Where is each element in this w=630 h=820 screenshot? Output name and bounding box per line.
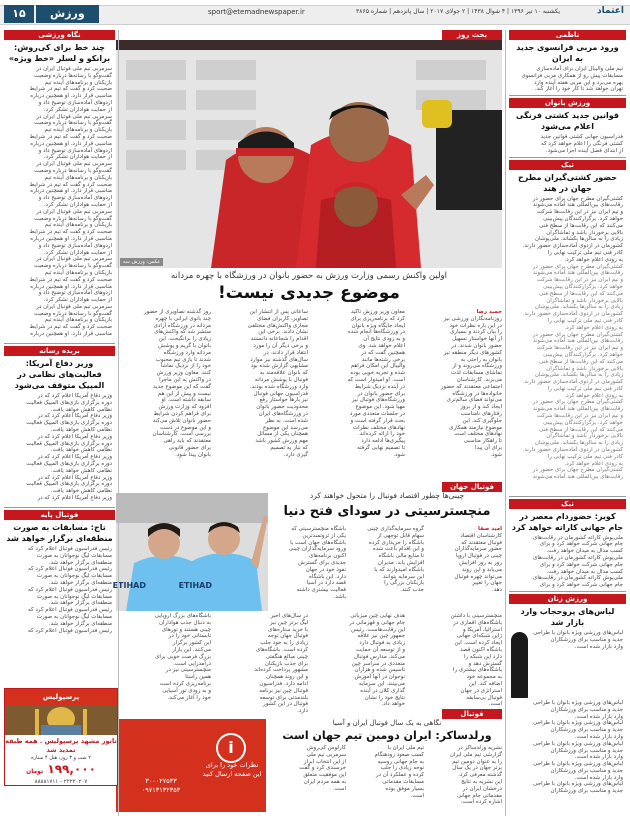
photo-caption: عکس: ورزش سه [120, 258, 163, 266]
article-column: هدف نهایی چین میزبانی جام جهانی و قهرمانی در این رقابت‌هاست. رئیس جمهور چین نیز علاقه زیادی به فوتبال دارد و از توسعه آن حمایت می‌کند. مدارس فوتبال متعددی در سراسر چین تاسیس شده و هزاران نوجوان در آنها آموزش می‌بینند. این سرمایه گذاری کلان در آینده نتایج خود را نشان خواهد داد. [349, 613, 405, 708]
article-column: تیم ملی ایران با کسب صعود زودهنگام به جام جهانی روسیه توجه زیادی را جلب کرده و عملکرد آن در مسابقات مقدماتی بسیار موفق بوده است. [374, 745, 424, 799]
article-column: منچسترسیتی با داشتن باشگاه‌های اقماری در استرالیا، آمریکا و ژاپن شبکه‌ای جهانی ایجاد کرده است. این باشگاه اکنون قصد دارد این شبکه را گسترش دهد و باشگاه‌های بیشتری را به مجموعه خود اضافه کند. این استراتژی در جهان فوتبال بی‌سابقه است. [450, 613, 502, 708]
headline: لباس‌های پروحجاب وارد بازار شد [520, 606, 615, 627]
bottom-band [116, 710, 502, 814]
section-title: ورزش [36, 5, 99, 23]
article-column: امید صفا کارشناسان اقتصاد فوتبال معتقدند که حضور سرمایه‌گذاران چینی در فوتبال اروپا روز به روز افزایش می‌یابد و این روند می‌تواند چهره فوتبال جهان را تغییر دهد. [454, 526, 502, 594]
headline: چند خط برای کی‌روش: برانکو و لسلر «خط ویژه» [8, 43, 111, 63]
portrait-photo [511, 632, 528, 698]
bottom-kicker: نگاهی به یک سال فوتبال ایران و آسیا [332, 719, 442, 727]
portrait-row [509, 630, 626, 700]
divider [4, 343, 115, 344]
stadium-fans-illustration [116, 40, 502, 268]
main-headline: موضوع جدیدی نیست! [218, 283, 400, 303]
tag-section: فوتبال [442, 709, 502, 719]
tag-news: ناظمی [509, 30, 626, 40]
page-number: ۱۵ [4, 5, 34, 23]
article-text: تیم ملی والیبال ایران برای آماده‌سازی مسابقات پیش رو از همکاری مربی فرانسوی بهره می‌برد و این مربی هفته آینده وارد تهران خواهد شد تا کار خود را آغاز کند. [521, 66, 623, 93]
svg-text:ETIHAD: ETIHAD [178, 581, 212, 590]
dateline: یکشنبه ۱۰ تیر ۱۳۹۶ | ۴ شوال ۱۴۳۸ | ۲ جولای ۲۰۱۷ | سال پانزدهم | شماره ۳۸۶۵ [356, 8, 560, 15]
article-text: سرمربی تیم ملی فوتبال ایران در گفت‌وگو با رسانه‌ها درباره وضعیت بازیکنان و برنامه‌های آینده تیم صحبت کرد و گفت که تیم در شرایط مناسبی قرار دارد. او همچنین درباره اردوهای آماده‌سازی توضیح داد و از حمایت هواداران تشکر کرد. سرمربی تیم ملی فوتبال ایران در گفت‌وگو با رسانه‌ها درباره وضعیت بازیکنان و برنامه‌های آینده تیم صحبت کرد و گفت که تیم در شرایط مناسبی قرار دارد. او همچنین درباره اردوهای آماده‌سازی توضیح داد و از حمایت هواداران تشکر کرد. سرمربی تیم ملی فوتبال ایران در گفت‌وگو با رسانه‌ها درباره وضعیت بازیکنان و برنامه‌های آینده تیم صحبت کرد و گفت که تیم در شرایط مناسبی قرار دارد. او همچنین درباره اردوهای آماده‌سازی توضیح داد و از حمایت هواداران تشکر کرد. سرمربی تیم ملی فوتبال ایران در گفت‌وگو با رسانه‌ها درباره وضعیت بازیکنان و برنامه‌های آینده تیم صحبت کرد و گفت که تیم در شرایط مناسبی قرار دارد. او همچنین درباره اردوهای آماده‌سازی توضیح داد و از حمایت هواداران تشکر کرد. سرمربی تیم ملی فوتبال ایران در گفت‌وگو با رسانه‌ها درباره وضعیت بازیکنان و برنامه‌های آینده تیم صحبت کرد و گفت که تیم در شرایط مناسبی قرار دارد. او همچنین درباره اردوهای آماده‌سازی توضیح داد و از حمایت هواداران تشکر کرد. سرمربی تیم ملی فوتبال ایران در گفت‌وگو با رسانه‌ها درباره وضعیت بازیکنان و برنامه‌های آینده تیم صحبت کرد و گفت که تیم در شرایط مناسبی قرار دارد. او همچنین درباره [29, 66, 112, 338]
main-kicker: اولین واکنش رسمی وزارت ورزش به حضور بانوان در ورزشگاه با چهره مردانه [170, 271, 448, 281]
fans-photo [112, 493, 268, 611]
ad-subtitle: ۲ شب و ۳ روز، هتل ۴ ستاره [31, 755, 91, 761]
second-headline: منچسترسیتی در سودای فتح دنیا [283, 504, 491, 519]
article-filler: کشتی‌گیران مطرح جهان برای حضور در رقابت‌های بین‌المللی هند آماده می‌شوند و تیم ایران نیز در این رقابت‌ها شرکت خواهد کرد. برگزارکنندگان پیش‌بینی می‌کنند که این رقابت‌ها از سطح فنی بالایی برخوردار باشد و تماشاگران زیادی را به سالن‌ها بکشاند. ملی‌پوشان کشورمان در اردوی آماده‌سازی حضور دارند. کادر فنی تیم ملی ترکیب نهایی را به زودی اعلام خواهد کرد. کشتی‌گیران مطرح جهان برای حضور در رقابت‌های بین‌المللی هند آماده می‌شوند و تیم ایران نیز در این رقابت‌ها شرکت خواهد کرد. برگزارکنندگان پیش‌بینی می‌کنند که این رقابت‌ها از سطح فنی بالایی برخوردار باشد و تماشاگران زیادی را به سالن‌ها بکشاند. ملی‌پوشان کشورمان در اردوی آماده‌سازی حضور دارند. کادر فنی تیم ملی ترکیب نهایی را به زودی اعلام خواهد کرد. کشتی‌گیران مطرح جهان برای حضور در رقابت‌های بین‌المللی هند آماده می‌شوند و تیم ایران نیز در این رقابت‌ها شرکت خواهد کرد. برگزارکنندگان پیش‌بینی می‌کنند که این رقابت‌ها از سطح فنی بالایی برخوردار باشد و تماشاگران زیادی را به سالن‌ها بکشاند. ملی‌پوشان کشورمان در اردوی آماده‌سازی حضور دارند. کادر فنی تیم ملی ترکیب نهایی را به زودی اعلام خواهد کرد. کشتی‌گیران مطرح جهان برای حضور در رقابت‌های بین‌المللی هند آماده می‌شوند [522, 263, 623, 481]
feedback-phones[interactable]: ۳۰۰۰۲۷۵۳۳ ۰۹۷۱۳۱۳۲۳۵۳ [141, 777, 181, 794]
tag-section: تیک [509, 499, 626, 509]
headline: حضور کشتی‌گیران مطرح جهان در هند [518, 172, 617, 193]
headline: ورود مربی فرانسوی جدید به ایران [516, 43, 619, 63]
divider [509, 496, 626, 497]
divider [509, 591, 626, 592]
main-photo [116, 40, 502, 268]
headline: کویر: حضوردام معصر در جام جهانی کاراته خواهد کرد [511, 511, 624, 532]
shrine-photo [5, 705, 117, 735]
article-column: حمید رضا روزنامه‌نگاران ورزشی نیز در این باره نظرات خود را بیان کردند و بسیاری از آنها خواستار تسهیل حضور بانوان شدند. در کشورهای دیگر منطقه نیز بانوان به راحتی به ورزشگاه می‌روند و از تماشای مسابقات لذت می‌برند. کارشناسان اجتماعی معتقدند که حضور خانواده‌ها در ورزشگاه می‌تواند فضای سالم‌تری ایجاد کند و از بروز رفتارهای نامناسب جلوگیری کند. این موضوع نیازمند همکاری نهادهای مختلف است تا راهکار مناسبی برای آن پیدا شود. [440, 309, 502, 458]
article-text: وزیر دفاع آمریکا اعلام کرد که در دوره برگزاری بازی‌های المپیک فعالیت نظامی کاهش خواهد یافت. وزیر دفاع آمریکا اعلام کرد که در دوره برگزاری بازی‌های المپیک فعالیت نظامی کاهش خواهد یافت. وزیر دفاع آمریکا اعلام کرد که در دوره برگزاری بازی‌های المپیک فعالیت نظامی کاهش خواهد یافت. وزیر دفاع آمریکا اعلام کرد که در دوره برگزاری بازی‌های المپیک فعالیت نظامی کاهش خواهد یافت. وزیر دفاع آمریکا اعلام کرد که در دوره برگزاری بازی‌های المپیک فعالیت نظامی کاهش خواهد یافت. وزیر دفاع آمریکا اعلام کرد که در [26, 393, 112, 501]
tag-section: نگاه ورزشی [4, 30, 115, 40]
ad-phone[interactable]: ۸۸۸۸۱۷۱۱ - ۲۲۲۲۰۲۰۷ [34, 779, 88, 785]
headline: تاج: مسابقات به صورت منطقه‌ای برگزار خواهد شد [6, 523, 113, 543]
headline: وزیر دفاع آمریکا: فعالیت‌های نظامی در المپیک متوقف می‌شود [14, 359, 105, 390]
tag-section: ورزش بانوان [509, 98, 626, 108]
right-column [505, 30, 626, 816]
third-article-body [116, 613, 502, 717]
feedback-box [116, 719, 266, 812]
bottom-article-body [272, 745, 502, 814]
article-text: فدراسیون جهانی کشتی قوانین جدید کشتی فرنگی را اعلام خواهد کرد که از ابتدای فصل آینده اجرا می‌شود. [540, 134, 623, 154]
tag-section: تیک [509, 160, 626, 170]
article-column: معاون وزیر ورزش تاکید کرد که برنامه‌ریزی برای ایجاد جایگاه ویژه بانوان در ورزشگاه‌ها انجام شده و به زودی نتایج آن اعلام خواهد شد. وی همچنین گفت که در برخی رشته‌ها مانند والیبال این امکان فراهم شده و تجربه خوبی بوده است. او امیدوار است که در آینده نزدیک شرایط برای حضور بانوان در ورزشگاه‌های فوتبال نیز مهیا شود. این موضوع در جلسات متعددی مورد بحث قرار گرفته است و نهادهای مختلف نظرات خود را ارائه کرده‌اند. پیگیری‌ها ادامه دارد تا تصمیم نهایی گرفته شود. [347, 309, 405, 458]
article-column: ساعاتی پس از انتشار این تصاویر، کاربران فضای مجازی واکنش‌های مختلفی نشان دادند. برخی این اقدام را شجاعانه دانستند و برخی دیگر آن را مورد انتقاد قرار دادند. در سال‌های گذشته نیز موارد مشابهی گزارش شده بود که بانوان علاقه‌مند به فوتبال با پوشش مردانه وارد ورزشگاه شده بودند. فدراسیون جهانی فوتبال نیز بارها خواستار رفع محدودیت حضور بانوان در ورزشگاه‌های ایران شده است. به نظر می‌رسد این موضوع همچنان یکی از مسائل مهم ورزش کشور باشد که نیاز به تصمیم گیری دارد. [247, 309, 308, 458]
tag-section: ورزش زنان [509, 594, 626, 604]
bottom-headline: ورلدساکر: ایران دومین تیم جهان است [282, 729, 492, 742]
tag-section: بریده رسانه [4, 346, 115, 356]
article-text: رئیس فدراسیون فوتبال اعلام کرد که مسابقات لیگ نوجوانان به صورت منطقه‌ای برگزار خواهد شد. رئیس فدراسیون فوتبال اعلام کرد که مسابقات لیگ نوجوانان به صورت منطقه‌ای برگزار خواهد شد. رئیس فدراسیون فوتبال اعلام کرد که مسابقات لیگ نوجوانان به صورت منطقه‌ای برگزار خواهد شد. رئیس فدراسیون فوتبال اعلام کرد که مسابقات لیگ نوجوانان به صورت منطقه‌ای برگزار خواهد شد. رئیس فدراسیون فوتبال اعلام کرد که [28, 546, 112, 634]
feedback-text: نظرات خود را برای این صفحه ارسال کنید [202, 761, 262, 778]
divider [4, 507, 115, 508]
tag-section: فوتبال پایه [4, 510, 115, 520]
ad-title: تاتور مشهد پرسپولیس . همه طبقه تمدید شد [5, 737, 117, 754]
main-article-body [116, 309, 502, 482]
tag-section: بحث روز [442, 30, 502, 40]
article-column: در سال‌های اخیر لیگ برتر چین نیز با خرید ستاره‌های فوتبال جهان توجه زیادی را به خود جلب کرده است. باشگاه‌های چینی مبالغ هنگفتی برای جذب بازیکنان مشهور پرداخت کرده‌اند و این روند همچنان ادامه دارد. فدراسیون فوتبال چین نیز برنامه بلندمدتی برای توسعه فوتبال در این کشور دارد. [254, 613, 308, 715]
travel-advertisement[interactable] [4, 688, 118, 786]
article-text: کشتی‌گیران مطرح جهان برای حضور در رقابت‌های بین‌المللی هند آماده می‌شوند و تیم ایران نیز در این رقابت‌ها شرکت خواهد کرد. برگزارکنندگان پیش‌بینی می‌کنند که این رقابت‌ها از سطح فنی بالایی برخوردار باشد و تماشاگران زیادی را به سالن‌ها بکشاند. ملی‌پوشان کشورمان در اردوی آماده‌سازی حضور دارند. کادر فنی تیم ملی ترکیب نهایی را به زودی اعلام خواهد کرد. [522, 195, 623, 263]
article-text: لباس‌های ورزشی ویژه بانوان با طراحی جدید و مناسب برای ورزشکاران وارد بازار شده است. لباس‌های ورزشی ویژه بانوان با طراحی جدید و مناسب برای ورزشکاران وارد بازار شده است. لباس‌های ورزشی ویژه بانوان با طراحی جدید و مناسب برای ورزشکاران وارد بازار شده است. لباس‌های ورزشی ویژه بانوان با طراحی جدید و مناسب برای ورزشکاران وارد بازار شده است. لباس‌های ورزشی ویژه بانوان با طراحی جدید و مناسب برای ورزشکاران [533, 699, 623, 795]
article-column: روز گذشته تصاویری از حضور چند بانوی ایرانی با چهره مردانه در ورزشگاه آزادی منتشر شد که واکنش‌های زیادی را برانگیخت. این بانوان با گریم و پوشش مردانه وارد ورزشگاه شدند تا بازی تیم محبوب خود را از نزدیک تماشا کنند. معاون وزیر ورزش در واکنش به این ماجرا گفت که این موضوع جدید نیست و پیش از این هم سابقه داشته است. او افزود که وزارت ورزش برای فراهم کردن شرایط حضور بانوان تلاش می‌کند و این موضوع در دست بررسی است. کارشناسان معتقدند که باید راهی برای حضور قانونی بانوان پیدا شود. [143, 309, 211, 458]
man-city-fans-illustration [112, 493, 268, 611]
divider [509, 157, 626, 158]
article-text: ملی‌پوش کاراته کشورمان در رقابت‌های جام جهانی شرکت خواهد کرد و برای کسب مدال به میدان خواهد رفت. ملی‌پوش کاراته کشورمان در رقابت‌های جام جهانی شرکت خواهد کرد و برای کسب مدال به میدان خواهد رفت. ملی‌پوش کاراته کشورمان در رقابت‌های جام جهانی شرکت خواهد کرد و برای [533, 534, 623, 589]
article-column: باشگاه‌های بزرگ اروپایی به دنبال جذب هواداران چینی هستند و تورهای تابستانی خود را در این کشور برگزار می‌کنند. این بازار بزرگ فرصت خوبی برای درآمدزایی است. منچسترسیتی نیز در همین راستا برنامه‌ریزی کرده است و به زودی تور آسیایی خود را آغاز می‌کند. [154, 613, 211, 701]
page-header [0, 0, 630, 28]
email-address[interactable]: sport@etemadnewspaper.ir [208, 8, 305, 16]
tag-section: فوتبال جهان [442, 482, 502, 492]
second-kicker: چینی‌ها چطور اقتصاد فوتبال را متحول خواهند کرد [309, 491, 465, 500]
center-column [112, 30, 502, 816]
ad-price: ۱۹۹,۰۰۰ تومان [26, 762, 96, 776]
newspaper-logo: اعتماد [597, 6, 624, 16]
ad-brand: پرسپولیس [5, 689, 117, 705]
shrine-illustration [5, 705, 117, 735]
article-text: لباس‌های ورزشی ویژه بانوان با طراحی جدید و مناسب برای ورزشکاران وارد بازار شده است. [533, 629, 623, 650]
info-icon: i [216, 733, 246, 763]
article-column: کارلوس کی‌روش سرمربی تیم ملی از این انتخاب ابراز خرسندی کرد و گفت این موفقیت متعلق به همه مردم ایران است. [299, 745, 346, 792]
svg-text:ETIHAD: ETIHAD [112, 581, 146, 590]
article-column: نشریه ورلدساکر در گزارشی تیم ملی ایران را به عنوان دومین تیم برتر جهان در یک سال گذشته معرفی کرد. این نشریه به نتایج درخشان ایران در مقدماتی جام جهانی اشاره کرده است. [449, 745, 502, 806]
article-column: باشگاه منچسترسیتی که یکی از ثروتمندترین باشگاه‌های جهان است با ورود سرمایه‌گذاران چینی اکنون برنامه‌های جدیدی برای گسترش نفوذ خود در جهان دارد. این باشگاه قصد دارد در آسیا فعالیت بیشتری داشته باشد. [288, 526, 346, 600]
divider [509, 95, 626, 96]
second-article-body [272, 526, 502, 608]
article-column: گروه سرمایه‌گذاری چینی سهام قابل توجهی از باشگاه را خریداری کرده و این اقدام باعث شده تا منابع مالی باشگاه افزایش یابد. مدیران باشگاه امیدوارند که با این سرمایه بتوانند بازیکنان بزرگی را جذب کنند. [367, 526, 424, 594]
headline: قوانین جدید کشتی فرنگی اعلام می‌شود [516, 111, 619, 132]
